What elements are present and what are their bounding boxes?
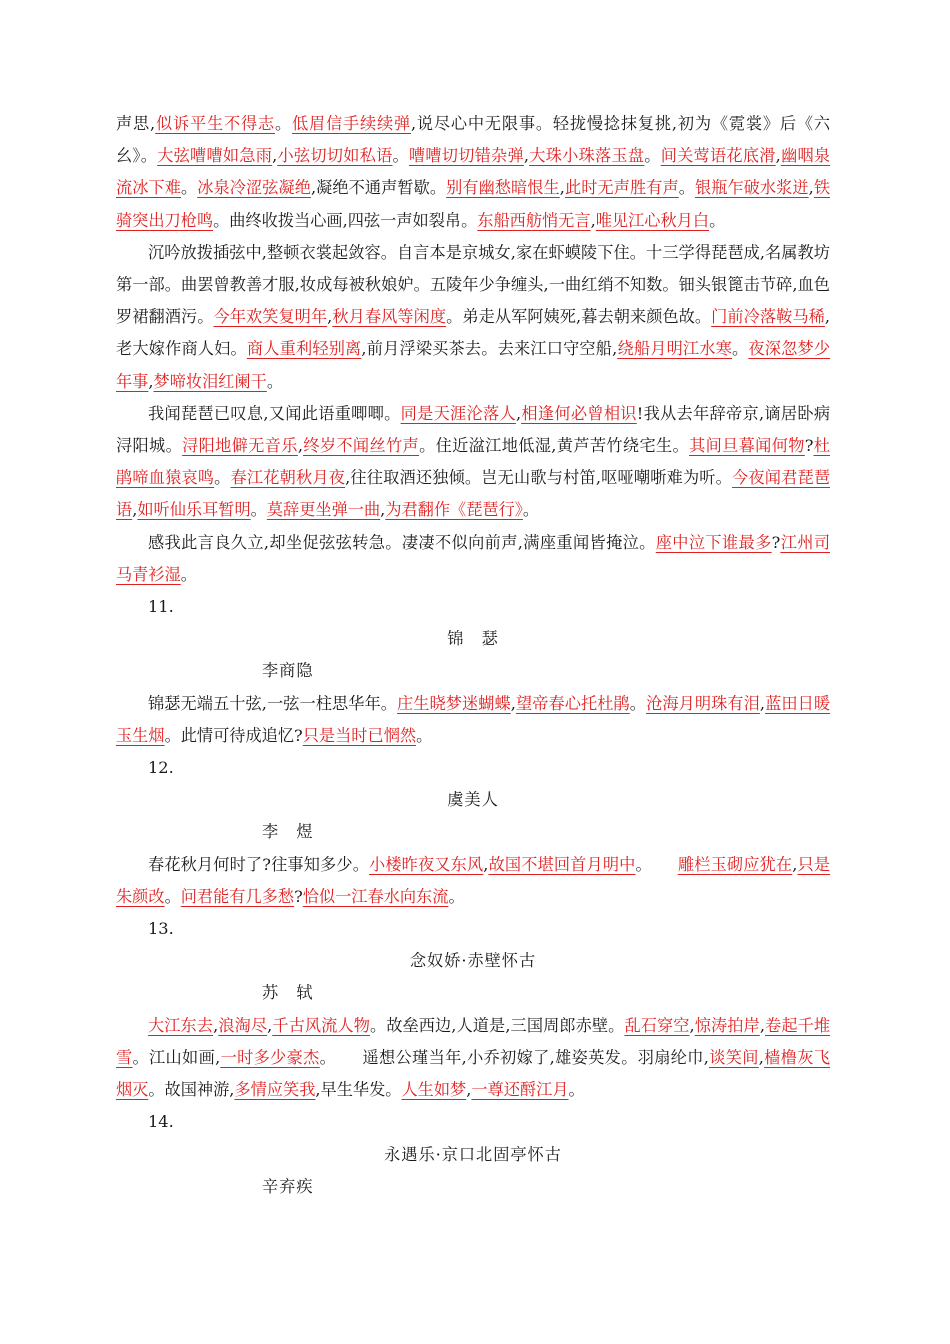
highlighted-answer: 如听仙乐耳暂明: [137, 500, 251, 520]
highlighted-answer: 雕栏玉砌应犹在: [677, 854, 793, 874]
highlighted-answer: 莫辞更坐弹一曲: [266, 500, 381, 520]
text-segment: ,: [272, 146, 278, 166]
highlighted-answer: 夜深忽梦少年事: [116, 339, 831, 391]
text-segment: 。曲终收拨当心画,四弦一声如裂帛。: [213, 210, 478, 230]
poem-author: 辛弃疾: [262, 1176, 314, 1196]
poem-title: 念奴娇·赤壁怀古: [409, 951, 537, 971]
question-number: 14.: [148, 1112, 174, 1132]
text-segment: 。: [629, 693, 647, 713]
text-segment: 。: [416, 725, 433, 745]
highlighted-answer: 只是当时已惘然: [302, 725, 417, 745]
text-segment: ,: [689, 1015, 695, 1035]
highlighted-answer: 幽咽泉流冰下难: [116, 146, 831, 198]
text-segment: 。: [180, 564, 197, 584]
highlighted-answer: 故国不堪回首月明中: [488, 854, 636, 874]
text-segment: 我闻琵琶已叹息,又闻此语重唧唧。: [148, 403, 401, 423]
highlighted-answer: 大江东去: [148, 1015, 214, 1035]
highlighted-answer: 多情应笑我: [234, 1080, 316, 1100]
highlighted-answer: 庄生晓梦迷蝴蝶: [397, 693, 511, 713]
question-number: 12.: [148, 758, 174, 778]
highlighted-answer: 乱石穿空: [624, 1015, 690, 1035]
paragraph: [116, 527, 830, 591]
paragraph: [116, 237, 830, 398]
text-segment: ,: [559, 178, 565, 198]
highlighted-answer: 梦啼妆泪红阑干: [153, 371, 267, 391]
paragraph: [116, 398, 830, 527]
text-segment: ,: [132, 500, 138, 520]
text-segment: 。: [522, 500, 540, 520]
text-segment: ,: [775, 146, 781, 166]
highlighted-answer: 沧海月明珠有泪: [646, 693, 760, 713]
text-segment: ,: [759, 693, 765, 713]
highlighted-answer: 别有幽愁暗恨生: [446, 178, 560, 198]
highlighted-answer: 为君翻作《琵琶行》: [385, 500, 523, 520]
highlighted-answer: 谈笑间: [708, 1047, 759, 1067]
poem-body: [116, 688, 830, 752]
text-segment: 锦瑟无端五十弦,一弦一柱思华年。: [148, 693, 398, 713]
highlighted-answer: 樯橹灰飞烟灭: [116, 1047, 831, 1100]
highlighted-answer: 卷起千堆雪: [116, 1015, 831, 1067]
text-segment: 。: [448, 886, 465, 906]
text-segment: 声思,: [116, 114, 156, 133]
pipa-xing-passage: [116, 108, 830, 591]
highlighted-answer: 浔阳地僻无音乐: [182, 436, 298, 456]
text-segment: ,: [759, 1015, 765, 1035]
text-segment: ,: [148, 371, 154, 391]
text-segment: ,: [380, 500, 386, 520]
text-segment: !我从去年辞帝京,谪居卧病浔阳城。: [116, 403, 831, 456]
poem-title: 永遇乐·京口北固亭怀古: [384, 1144, 562, 1164]
text-segment: ,: [297, 436, 303, 456]
text-segment: 。: [709, 210, 726, 230]
text-segment: 。: [266, 371, 284, 391]
highlighted-answer: 今年欢笑复明年: [213, 307, 328, 327]
poem-12: [116, 752, 830, 913]
text-segment: ,: [808, 178, 814, 198]
text-segment: ,往往取酒还独倾。岂无山歌与村笛,呕哑嘲哳难为听。: [345, 468, 733, 488]
question-number: 11.: [148, 597, 174, 617]
highlighted-answer: 小楼昨夜又东风: [369, 854, 484, 874]
text-segment: ,: [590, 210, 596, 230]
document-page: [116, 108, 830, 1203]
text-segment: 。: [180, 178, 198, 198]
highlighted-answer: 恰似一江春水向东流: [302, 886, 449, 906]
text-segment: 。住近湓江地低湿,黄芦苦竹绕宅生。: [419, 436, 690, 456]
text-segment: 。: [250, 500, 267, 520]
text-segment: ,老大嫁作商人妇。: [116, 307, 831, 359]
text-segment: 春花秋月何时了?往事知多少。: [148, 854, 370, 874]
highlighted-answer: 似诉平生不得志: [155, 114, 275, 133]
question-number: 13.: [148, 919, 174, 939]
text-segment: ,: [327, 307, 333, 327]
text-segment: 。: [732, 339, 749, 359]
text-segment: 。: [635, 854, 652, 874]
highlighted-answer: 间关莺语花底滑: [660, 146, 776, 166]
text-segment: ,: [213, 1015, 219, 1035]
text-segment: ,: [758, 1047, 764, 1067]
text-segment: ,: [466, 1080, 472, 1100]
highlighted-answer: 问君能有几多愁: [180, 886, 295, 906]
text-segment: 。: [644, 146, 661, 166]
highlighted-answer: 终岁不闻丝竹声: [303, 436, 420, 456]
highlighted-answer: 东船西舫悄无言: [477, 210, 591, 230]
highlighted-answer: 江州司马青衫湿: [116, 532, 831, 584]
poem-13: [116, 913, 830, 1106]
highlighted-answer: 春江花朝秋月夜: [230, 468, 346, 488]
highlighted-answer: 大珠小珠落玉盘: [529, 146, 645, 166]
highlighted-answer: 银瓶乍破水浆迸: [694, 178, 809, 198]
text-segment: ,: [510, 693, 516, 713]
highlighted-answer: 商人重利轻别离: [246, 339, 362, 359]
paragraph: [116, 108, 830, 237]
highlighted-answer: 秋月春风等闲度: [332, 307, 447, 327]
text-segment: ,: [523, 146, 530, 166]
poem-11: [116, 591, 830, 752]
text-segment: ?: [771, 532, 781, 552]
poem-title: 虞美人: [447, 790, 499, 810]
text-segment: 。: [274, 114, 292, 133]
text-segment: 遥想公瑾当年,小乔初嫁了,雄姿英发。羽扇纶巾,: [362, 1047, 709, 1067]
text-segment: 。此情可待成追忆?: [164, 725, 303, 745]
highlighted-answer: 其间旦暮闻何物: [689, 436, 805, 456]
highlighted-answer: 望帝春心托杜鹃: [515, 693, 630, 713]
text-segment: 。故国神游,: [148, 1080, 235, 1100]
text-segment: ,: [483, 854, 489, 874]
poem-title: 锦 瑟: [447, 629, 499, 649]
text-segment: 。: [568, 1080, 585, 1100]
highlighted-answer: 人生如梦: [401, 1080, 467, 1100]
text-segment: 沉吟放拨插弦中,整顿衣裳起敛容。自言本是京城女,家在虾蟆陵下住。十三学得琵琶成,名属教坊第一部。曲罢曾教善才服,妆成每被秋娘妒。五陵年少争缠头,一曲红绡不知数。钿头银篦击节碎,血色罗裙翻酒污。: [116, 242, 830, 327]
highlighted-answer: 低眉信手续续弹: [291, 114, 411, 133]
poem-body: [116, 849, 830, 913]
text-segment: ,: [267, 1015, 273, 1035]
highlighted-answer: 只是朱颜改: [116, 854, 831, 906]
text-segment: ,前月浮梁买茶去。去来江口守空船,: [361, 339, 618, 359]
poem-14: [116, 1106, 830, 1203]
paragraph: [116, 849, 830, 913]
highlighted-answer: 铁骑突出刀枪鸣: [116, 178, 831, 230]
highlighted-answer: 千古风流人物: [272, 1015, 370, 1035]
highlighted-answer: 杜鹃啼血猿哀鸣: [116, 436, 830, 488]
poem-body: [116, 1010, 830, 1107]
text-segment: 。: [678, 178, 695, 198]
highlighted-answer: 小弦切切如私语: [277, 146, 393, 166]
poem-author: 李商隐: [262, 661, 314, 681]
text-segment: ,: [792, 854, 798, 874]
highlighted-answer: 唯见江心秋月白: [595, 210, 710, 230]
highlighted-answer: 一尊还酹江月: [471, 1080, 569, 1100]
poem-author: 苏 轼: [262, 983, 314, 1003]
highlighted-answer: 门前冷落鞍马稀: [711, 307, 825, 327]
highlighted-answer: 惊涛拍岸: [694, 1015, 760, 1035]
text-segment: ,说尽心中无限事。轻拢慢捻抹复挑,初为《霓裳》后《六幺》。: [116, 114, 831, 166]
highlighted-answer: 嘈嘈切切错杂弹: [408, 146, 524, 166]
text-segment: ,凝绝不通声暂歇。: [310, 178, 447, 198]
text-segment: 。: [164, 886, 181, 906]
text-segment: 。: [319, 1047, 337, 1067]
text-segment: ?: [804, 436, 814, 456]
text-segment: 。弟走从军阿姨死,暮去朝来颜色故。: [446, 307, 712, 327]
highlighted-answer: 今夜闻君琵琶语: [116, 468, 831, 520]
text-segment: 。故垒西边,人道是,三国周郎赤壁。: [369, 1015, 625, 1035]
highlighted-answer: 蓝田日暖玉生烟: [116, 693, 831, 745]
paragraph: [116, 688, 830, 752]
highlighted-answer: 此时无声胜有声: [564, 178, 679, 198]
text-segment: 感我此言良久立,却坐促弦弦转急。凄凄不似向前声,满座重闻皆掩泣。: [148, 532, 656, 552]
highlighted-answer: 绕船月明江水寒: [617, 339, 733, 359]
text-segment: ,早生华发。: [315, 1080, 402, 1100]
text-segment: 。江山如画,: [132, 1047, 221, 1067]
text-segment: 。: [392, 146, 409, 166]
text-segment: ,: [515, 403, 522, 423]
highlighted-answer: 座中泣下谁最多: [655, 532, 772, 552]
highlighted-answer: 同是天涯沦落人: [400, 403, 516, 423]
highlighted-answer: 浪淘尽: [218, 1015, 268, 1035]
highlighted-answer: 冰泉冷涩弦凝绝: [197, 178, 311, 198]
highlighted-answer: 一时多少豪杰: [220, 1047, 320, 1067]
highlighted-answer: 相逢何必曾相识: [521, 403, 637, 423]
poem-author: 李 煜: [262, 822, 314, 842]
text-segment: 。: [214, 468, 231, 488]
text-segment: ?: [294, 886, 303, 906]
paragraph: [116, 1010, 830, 1107]
highlighted-answer: 大弦嘈嘈如急雨: [157, 146, 273, 166]
